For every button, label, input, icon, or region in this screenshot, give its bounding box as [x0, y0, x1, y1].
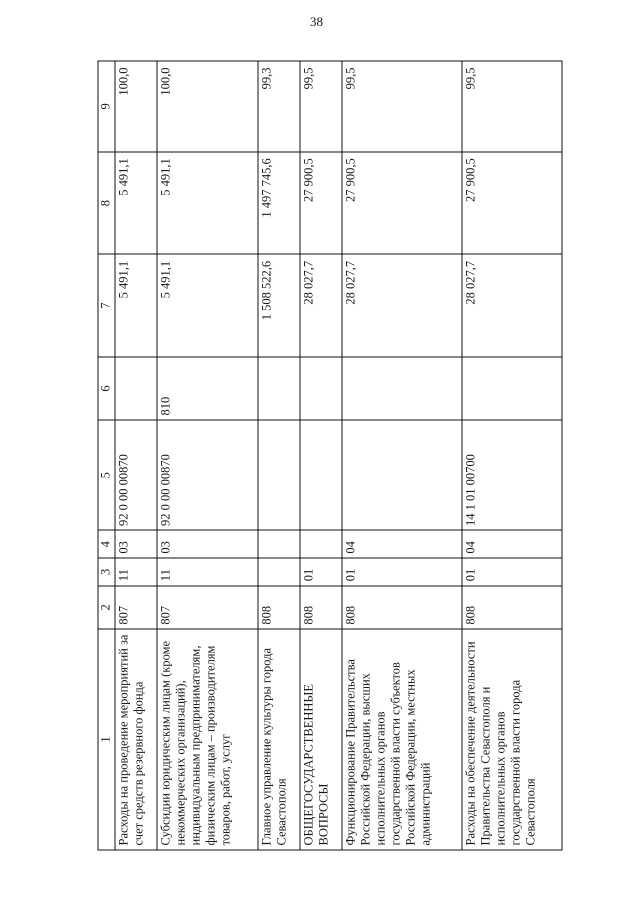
- cell-executed: 27 900,5: [342, 151, 461, 254]
- cell-planned: 28 027,7: [342, 254, 461, 357]
- row-name: Функционирование Правительства Российской Федерации, высших исполнительных органов государственной власти субъектов Российской Федерации, местных администраций: [342, 629, 461, 850]
- cell-target-article: [300, 420, 342, 530]
- cell-percent: 99,5: [342, 61, 461, 152]
- header-cell: 7: [98, 254, 115, 357]
- cell-section: 01: [462, 558, 562, 586]
- cell-percent: 99,5: [300, 61, 342, 152]
- cell-target-article: [342, 420, 461, 530]
- cell-executed: 5 491,1: [115, 151, 157, 254]
- row-name: Расходы на обеспечение деятельности Правительства Севастополя и исполнительных органов государственной власти города Севастополя: [462, 629, 562, 850]
- cell-percent: 100,0: [157, 61, 257, 152]
- table-row: [157, 61, 257, 850]
- budget-table: [98, 60, 563, 850]
- page-number: 38: [310, 14, 323, 29]
- cell-planned: 5 491,1: [115, 254, 157, 357]
- rotated-table-container: [98, 60, 563, 850]
- cell-ministry: 808: [300, 585, 342, 628]
- cell-expense-type: [342, 356, 461, 419]
- cell-ministry: 808: [258, 585, 300, 628]
- cell-subsection: [258, 530, 300, 558]
- cell-subsection: [300, 530, 342, 558]
- cell-executed: 27 900,5: [462, 151, 562, 254]
- cell-section: 01: [300, 558, 342, 586]
- cell-target-article: 92 0 00 00870: [157, 420, 257, 530]
- cell-subsection: 03: [157, 530, 257, 558]
- cell-executed: 27 900,5: [300, 151, 342, 254]
- cell-ministry: 808: [462, 585, 562, 628]
- table-row: [462, 61, 562, 850]
- header-cell: 3: [98, 558, 115, 586]
- cell-executed: 1 497 745,6: [258, 151, 300, 254]
- cell-section: [258, 558, 300, 586]
- header-cell: 1: [98, 629, 115, 850]
- cell-expense-type: [300, 356, 342, 419]
- table-row: [115, 61, 157, 850]
- cell-planned: 28 027,7: [462, 254, 562, 357]
- cell-subsection: 04: [342, 530, 461, 558]
- cell-percent: 99,3: [258, 61, 300, 152]
- cell-planned: 28 027,7: [300, 254, 342, 357]
- table-row: [300, 61, 342, 850]
- header-cell: 9: [98, 61, 115, 152]
- cell-section: 11: [157, 558, 257, 586]
- cell-expense-type: [258, 356, 300, 419]
- header-row: [98, 61, 115, 850]
- cell-executed: 5 491,1: [157, 151, 257, 254]
- row-name: Главное управление культуры города Севастополя: [258, 629, 300, 850]
- cell-ministry: 807: [115, 585, 157, 628]
- header-cell: 8: [98, 151, 115, 254]
- row-name: Расходы на проведение мероприятий за счет средств резервного фонда: [115, 629, 157, 850]
- cell-planned: 1 508 522,6: [258, 254, 300, 357]
- cell-target-article: [258, 420, 300, 530]
- cell-ministry: 808: [342, 585, 461, 628]
- cell-subsection: 04: [462, 530, 562, 558]
- cell-percent: 99,5: [462, 61, 562, 152]
- header-cell: 6: [98, 356, 115, 419]
- cell-percent: 100,0: [115, 61, 157, 152]
- cell-expense-type: 810: [157, 356, 257, 419]
- cell-expense-type: [462, 356, 562, 419]
- header-cell: 5: [98, 420, 115, 530]
- cell-ministry: 807: [157, 585, 257, 628]
- cell-expense-type: [115, 356, 157, 419]
- row-name: ОБЩЕГОСУДАРСТВЕННЫЕ ВОПРОСЫ: [300, 629, 342, 850]
- table-row: [342, 61, 461, 850]
- cell-section: 01: [342, 558, 461, 586]
- cell-target-article: 92 0 00 00870: [115, 420, 157, 530]
- header-cell: 2: [98, 585, 115, 628]
- header-cell: 4: [98, 530, 115, 558]
- cell-target-article: 14 1 01 00700: [462, 420, 562, 530]
- cell-planned: 5 491,1: [157, 254, 257, 357]
- row-name: Субсидии юридическим лицам (кроме некоммерческих организаций), индивидуальным предпринимателям, физическим лицам – производителям товаров, работ, услуг: [157, 629, 257, 850]
- cell-subsection: 03: [115, 530, 157, 558]
- table-row: [258, 61, 300, 850]
- cell-section: 11: [115, 558, 157, 586]
